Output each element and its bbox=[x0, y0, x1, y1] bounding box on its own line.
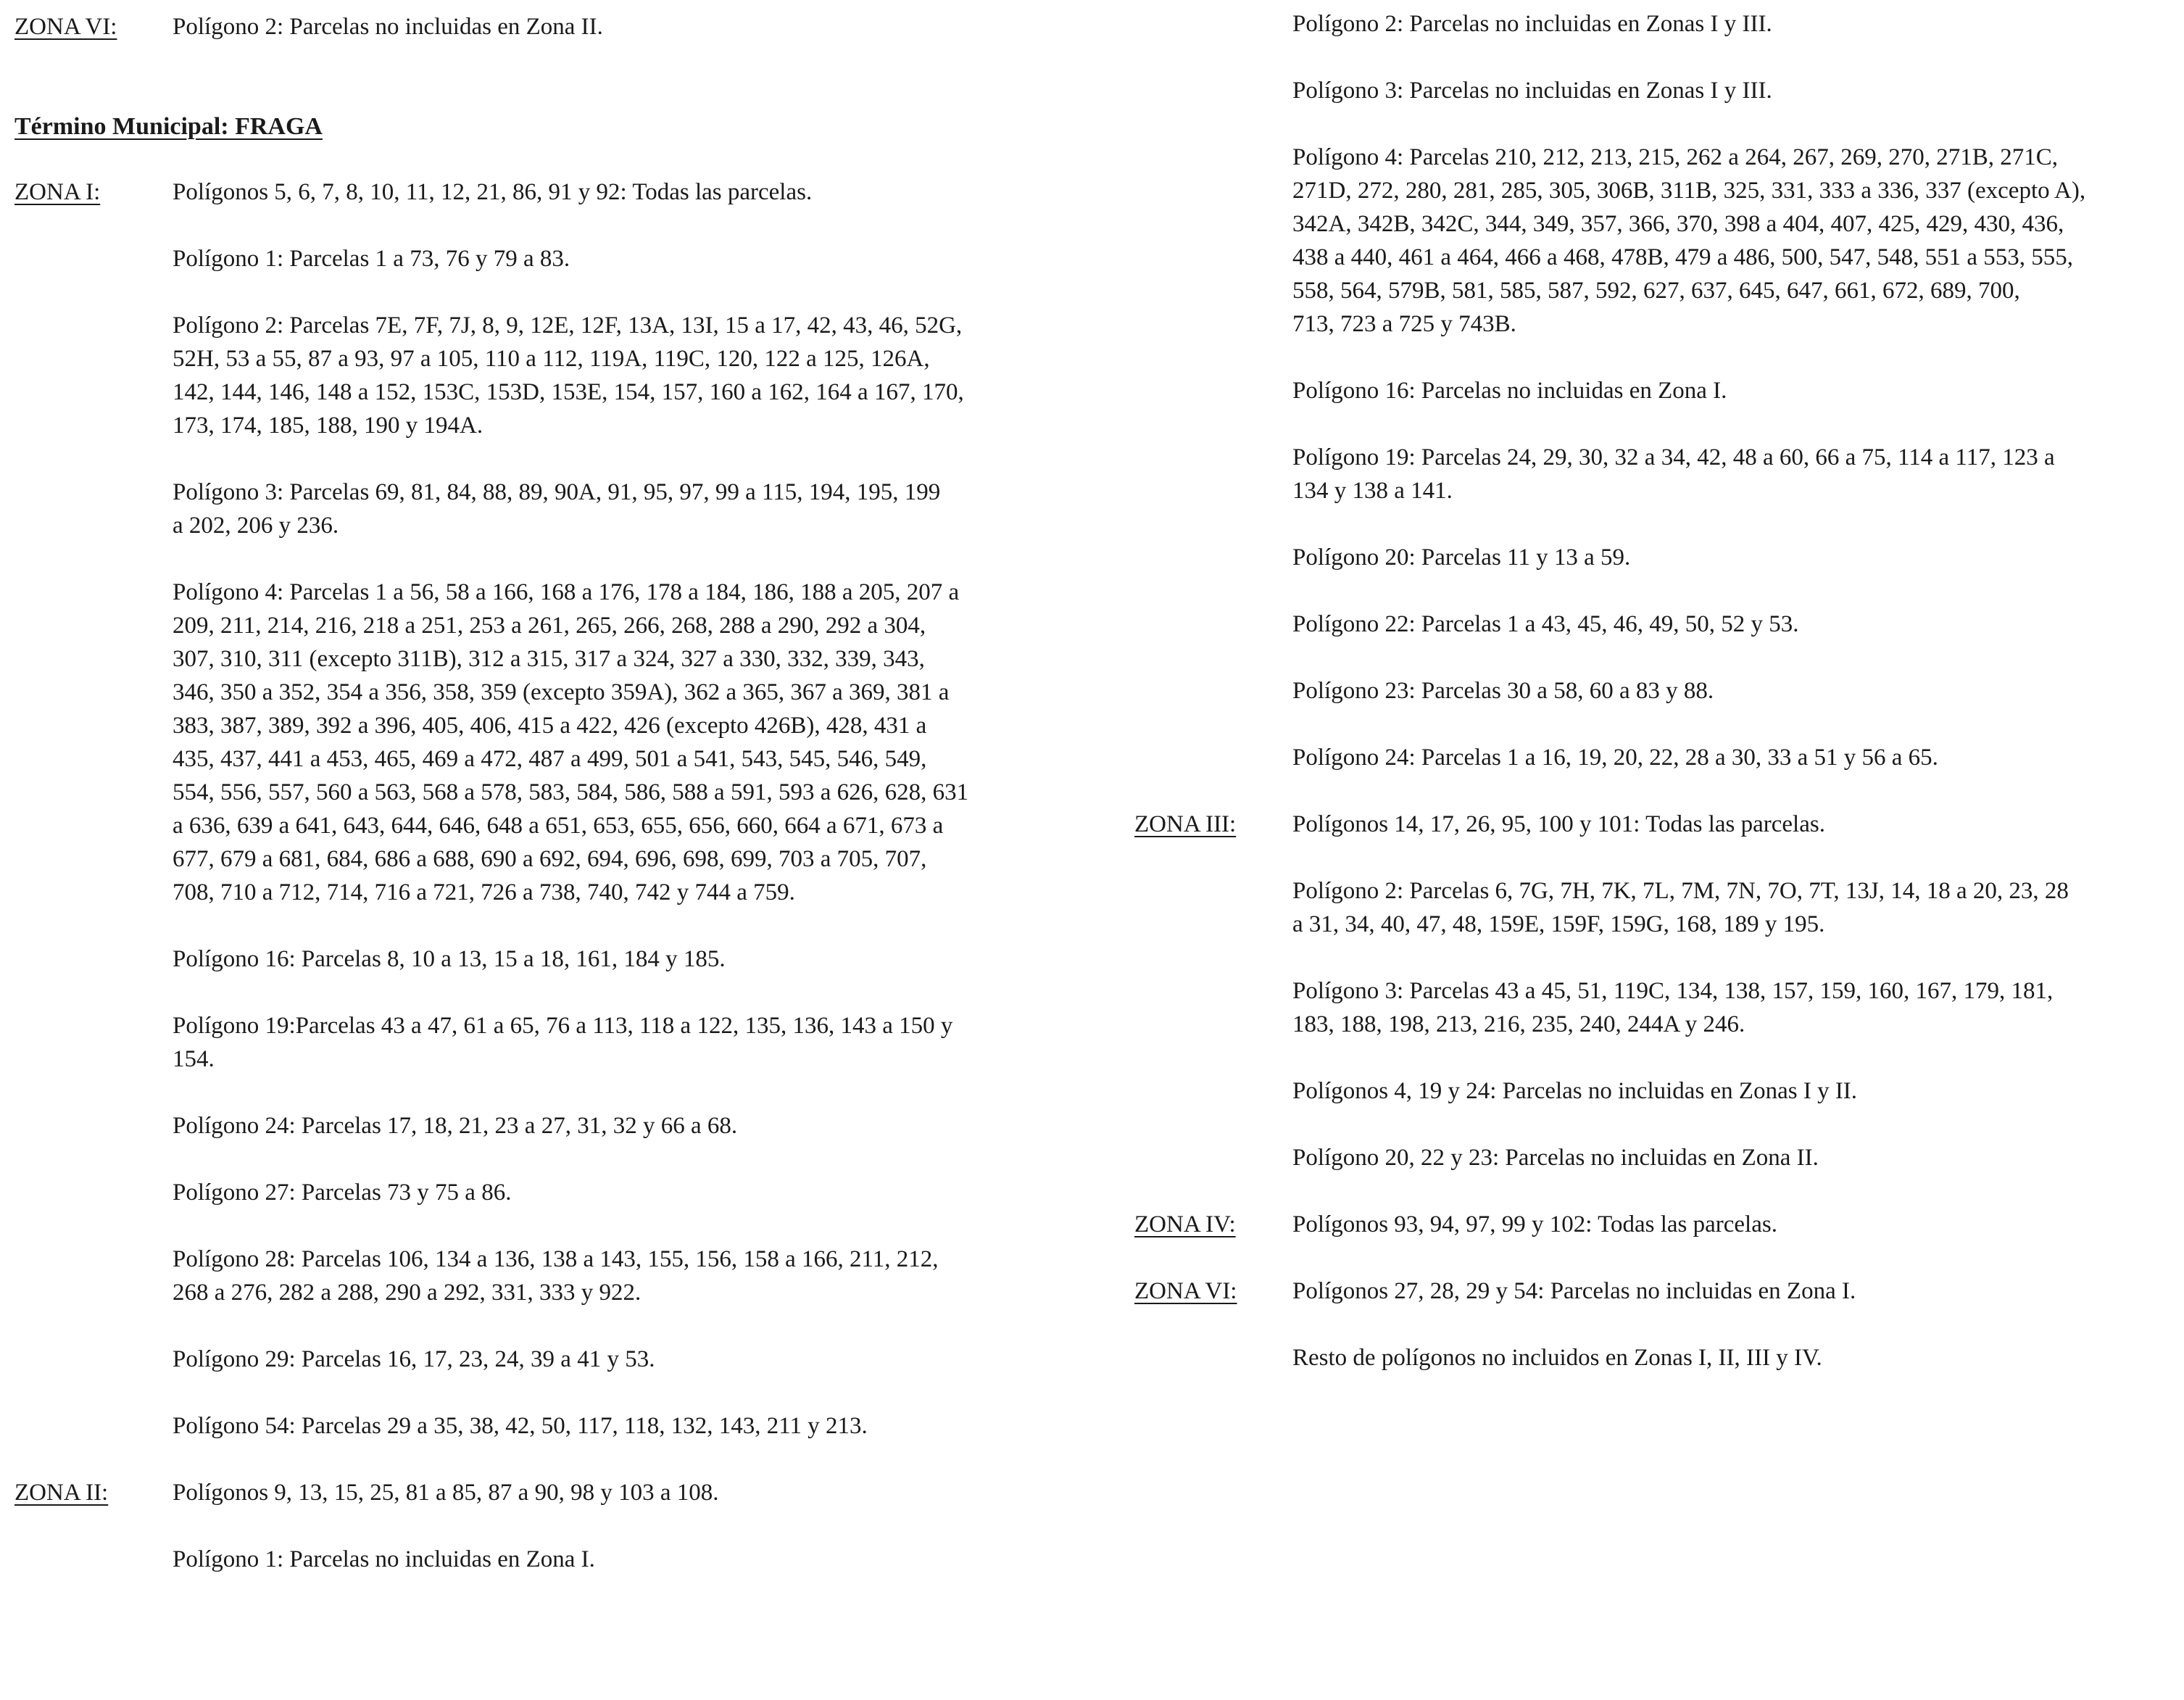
text-line: Polígono 19: Parcelas 24, 29, 30, 32 a 34, 42, 48 a 60, 66 a 75, 114 a 117, 123 a bbox=[1292, 444, 2055, 470]
paragraph bbox=[173, 576, 968, 909]
paragraph bbox=[173, 942, 726, 976]
paragraph bbox=[173, 1476, 718, 1509]
text-line: Polígonos 27, 28, 29 y 54: Parcelas no incluidas en Zona I. bbox=[1292, 1278, 1856, 1304]
text-line: 708, 710 a 712, 714, 716 a 721, 726 a 738, 740, 742 y 744 a 759. bbox=[173, 879, 795, 905]
text-line: 52H, 53 a 55, 87 a 93, 97 a 105, 110 a 112, 119A, 119C, 120, 122 a 125, 126A, bbox=[173, 346, 930, 372]
paragraph bbox=[1292, 1208, 1777, 1241]
zone-label: ZONA I: bbox=[14, 179, 101, 205]
text-line: Polígono 4: Parcelas 1 a 56, 58 a 166, 168 a 176, 178 a 184, 186, 188 a 205, 207 a bbox=[173, 579, 960, 605]
text-line: 554, 556, 557, 560 a 563, 568 a 578, 583, 584, 586, 588 a 591, 593 a 626, 628, 631 bbox=[173, 779, 969, 805]
text-line: Polígono 20, 22 y 23: Parcelas no incluidas en Zona II. bbox=[1292, 1145, 1819, 1171]
municipality-heading: Término Municipal: FRAGA bbox=[14, 113, 323, 140]
paragraph bbox=[1292, 1341, 1822, 1374]
zone-label: ZONA II: bbox=[14, 1480, 109, 1506]
text-line: 435, 437, 441 a 453, 465, 469 a 472, 487 a 499, 501 a 541, 543, 545, 546, 549, bbox=[173, 746, 927, 772]
zone-label: ZONA IV: bbox=[1134, 1211, 1236, 1237]
text-line: 307, 310, 311 (excepto 311B), 312 a 315, 317 a 324, 327 a 330, 332, 339, 343, bbox=[173, 646, 925, 672]
text-line: Polígono 24: Parcelas 1 a 16, 19, 20, 22, 28 a 30, 33 a 51 y 56 a 65. bbox=[1292, 745, 1938, 771]
text-line: 173, 174, 185, 188, 190 y 194A. bbox=[173, 412, 483, 439]
paragraph bbox=[1292, 874, 2069, 941]
text-line: Polígono 2: Parcelas 6, 7G, 7H, 7K, 7L, 7M, 7N, 7O, 7T, 13J, 14, 18 a 20, 23, 28 bbox=[1292, 878, 2069, 904]
text-line: 438 a 440, 461 a 464, 466 a 468, 478B, 479 a 486, 500, 547, 548, 551 a 553, 555, bbox=[1292, 244, 2073, 270]
text-line: Polígonos 5, 6, 7, 8, 10, 11, 12, 21, 86, 91 y 92: Todas las parcelas. bbox=[173, 179, 813, 205]
text-line: Polígonos 4, 19 y 24: Parcelas no incluidas en Zonas I y II. bbox=[1292, 1078, 1858, 1104]
text-line: 346, 350 a 352, 354 a 356, 358, 359 (excepto 359A), 362 a 365, 367 a 369, 381 a bbox=[173, 679, 950, 705]
text-line: Polígono 20: Parcelas 11 y 13 a 59. bbox=[1292, 544, 1631, 571]
paragraph bbox=[173, 476, 940, 542]
text-line: Polígono 1: Parcelas 1 a 73, 76 y 79 a 83. bbox=[173, 246, 570, 272]
paragraph bbox=[173, 1009, 952, 1076]
paragraph bbox=[173, 1176, 511, 1209]
paragraph bbox=[173, 242, 570, 275]
paragraph bbox=[1292, 808, 1825, 841]
text-line: a 636, 639 a 641, 643, 644, 646, 648 a 651, 653, 655, 656, 660, 664 a 671, 673 a bbox=[173, 813, 944, 839]
paragraph bbox=[173, 175, 812, 209]
paragraph bbox=[173, 1543, 595, 1576]
paragraph bbox=[1292, 608, 1798, 641]
paragraph bbox=[173, 1109, 737, 1143]
paragraph bbox=[173, 1409, 868, 1443]
text-line: Resto de polígonos no incluidos en Zonas I, II, III y IV. bbox=[1292, 1345, 1822, 1371]
paragraph bbox=[173, 10, 603, 43]
text-line: Polígono 3: Parcelas no incluidas en Zonas I y III. bbox=[1292, 78, 1772, 104]
text-line: a 31, 34, 40, 47, 48, 159E, 159F, 159G, 168, 189 y 195. bbox=[1292, 911, 1825, 937]
text-line: 134 y 138 a 141. bbox=[1292, 478, 1453, 504]
zone-label: ZONA III: bbox=[1134, 811, 1237, 837]
paragraph bbox=[1292, 7, 1772, 41]
text-line: Polígono 3: Parcelas 69, 81, 84, 88, 89, 90A, 91, 95, 97, 99 a 115, 194, 195, 199 bbox=[173, 479, 941, 505]
text-line: Polígono 27: Parcelas 73 y 75 a 86. bbox=[173, 1179, 512, 1206]
text-line: Polígono 19:Parcelas 43 a 47, 61 a 65, 76 a 113, 118 a 122, 135, 136, 143 a 150 y bbox=[173, 1013, 953, 1039]
paragraph bbox=[1292, 741, 1938, 774]
text-line: 342A, 342B, 342C, 344, 349, 357, 366, 370, 398 a 404, 407, 425, 429, 430, 436, bbox=[1292, 211, 2064, 237]
text-line: Polígonos 14, 17, 26, 95, 100 y 101: Todas las parcelas. bbox=[1292, 811, 1825, 837]
text-line: 713, 723 a 725 y 743B. bbox=[1292, 311, 1516, 337]
paragraph bbox=[1292, 1274, 1856, 1308]
text-line: Polígono 3: Parcelas 43 a 45, 51, 119C, 134, 138, 157, 159, 160, 167, 179, 181, bbox=[1292, 978, 2054, 1004]
text-line: Polígono 16: Parcelas 8, 10 a 13, 15 a 18, 161, 184 y 185. bbox=[173, 946, 726, 972]
text-line: Polígono 23: Parcelas 30 a 58, 60 a 83 y 88. bbox=[1292, 678, 1714, 704]
text-line: 268 a 276, 282 a 288, 290 a 292, 331, 333 y 922. bbox=[173, 1280, 642, 1306]
paragraph bbox=[1292, 974, 2053, 1041]
text-line: 142, 144, 146, 148 a 152, 153C, 153D, 153E, 154, 157, 160 a 162, 164 a 167, 170, bbox=[173, 379, 964, 405]
text-line: Polígono 28: Parcelas 106, 134 a 136, 138 a 143, 155, 156, 158 a 166, 211, 212, bbox=[173, 1246, 939, 1272]
paragraph bbox=[1292, 674, 1714, 708]
text-line: Polígonos 9, 13, 15, 25, 81 a 85, 87 a 90, 98 y 103 a 108. bbox=[173, 1480, 719, 1506]
text-line: 271D, 272, 280, 281, 285, 305, 306B, 311B, 325, 331, 333 a 336, 337 (excepto A), bbox=[1292, 178, 2086, 204]
paragraph bbox=[1292, 74, 1772, 107]
paragraph bbox=[1292, 141, 2085, 341]
text-line: 154. bbox=[173, 1046, 215, 1072]
paragraph bbox=[173, 1343, 655, 1376]
text-line: Polígono 22: Parcelas 1 a 43, 45, 46, 49, 50, 52 y 53. bbox=[1292, 611, 1799, 637]
text-line: a 202, 206 y 236. bbox=[173, 513, 339, 539]
text-line: Polígono 2: Parcelas no incluidas en Zonas I y III. bbox=[1292, 11, 1772, 37]
paragraph bbox=[173, 1243, 939, 1309]
paragraph bbox=[1292, 1074, 1857, 1108]
paragraph bbox=[1292, 441, 2055, 507]
zone-label: ZONA VI: bbox=[1134, 1278, 1237, 1304]
text-line: Polígono 54: Parcelas 29 a 35, 38, 42, 50, 117, 118, 132, 143, 211 y 213. bbox=[173, 1413, 868, 1439]
paragraph bbox=[1292, 541, 1630, 574]
text-line: Polígonos 93, 94, 97, 99 y 102: Todas las parcelas. bbox=[1292, 1211, 1777, 1237]
paragraph bbox=[173, 309, 964, 442]
paragraph bbox=[1292, 374, 1727, 407]
zone-label: ZONA VI: bbox=[14, 14, 117, 40]
text-line: Polígono 29: Parcelas 16, 17, 23, 24, 39 a 41 y 53. bbox=[173, 1346, 655, 1372]
text-line: Polígono 24: Parcelas 17, 18, 21, 23 a 27, 31, 32 y 66 a 68. bbox=[173, 1113, 738, 1139]
text-line: 677, 679 a 681, 684, 686 a 688, 690 a 692, 694, 696, 698, 699, 703 a 705, 707, bbox=[173, 846, 927, 872]
text-line: Polígono 4: Parcelas 210, 212, 213, 215, 262 a 264, 267, 269, 270, 271B, 271C, bbox=[1292, 144, 2058, 170]
text-line: 209, 211, 214, 216, 218 a 251, 253 a 261, 265, 266, 268, 288 a 290, 292 a 304, bbox=[173, 613, 926, 639]
text-line: Polígono 2: Parcelas no incluidas en Zona II. bbox=[173, 14, 603, 40]
paragraph bbox=[1292, 1141, 1819, 1174]
text-line: 558, 564, 579B, 581, 585, 587, 592, 627, 637, 645, 647, 661, 672, 689, 700, bbox=[1292, 278, 2020, 304]
text-line: Polígono 16: Parcelas no incluidas en Zona I. bbox=[1292, 378, 1727, 404]
text-line: 383, 387, 389, 392 a 396, 405, 406, 415 a 422, 426 (excepto 426B), 428, 431 a bbox=[173, 713, 927, 739]
text-line: Polígono 1: Parcelas no incluidas en Zona I. bbox=[173, 1546, 595, 1572]
text-line: Polígono 2: Parcelas 7E, 7F, 7J, 8, 9, 12E, 12F, 13A, 13I, 15 a 17, 42, 43, 46, 52G, bbox=[173, 312, 963, 339]
text-line: 183, 188, 198, 213, 216, 235, 240, 244A y 246. bbox=[1292, 1011, 1745, 1037]
